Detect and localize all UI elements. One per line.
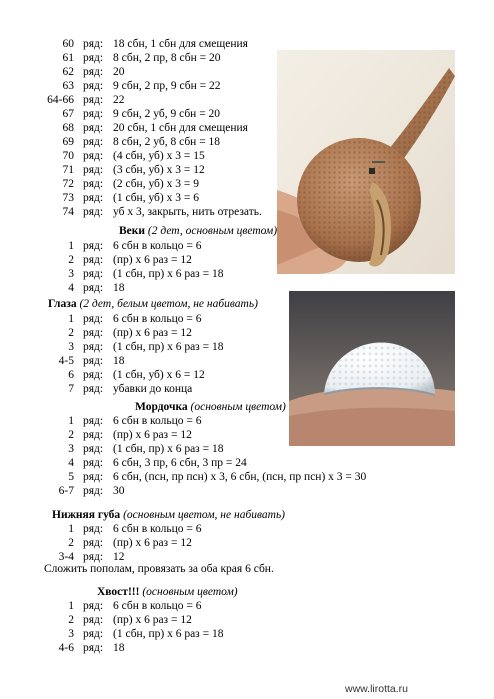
- row-label: ряд:: [83, 108, 104, 120]
- section-title: Хвост!!!: [97, 586, 140, 598]
- row-instruction: 30: [113, 485, 125, 497]
- row-label: ряд:: [83, 206, 104, 218]
- row-label: ряд:: [83, 178, 104, 190]
- row-number: 3: [68, 268, 74, 280]
- row-label: ряд:: [83, 443, 104, 455]
- row-label: ряд:: [83, 642, 104, 654]
- section-subtitle: (основным цветом): [142, 586, 238, 598]
- row-label: ряд:: [83, 150, 104, 162]
- photo-crochet-eye: [289, 291, 455, 446]
- row-number: 70: [62, 150, 74, 162]
- row-label: ряд:: [83, 240, 104, 252]
- row-instruction: 22: [113, 94, 125, 106]
- row-number: 6-7: [58, 485, 74, 497]
- row-instruction: (пр) х 6 раз = 12: [113, 327, 192, 339]
- row-number: 3-4: [58, 551, 74, 563]
- row-number: 63: [62, 80, 74, 92]
- row-instruction: 18: [113, 642, 125, 654]
- photo-crochet-eye-svg: [289, 291, 455, 446]
- row-number: 3: [68, 341, 74, 353]
- row-instruction: 12: [113, 551, 125, 563]
- row-number: 1: [68, 523, 74, 535]
- row-number: 62: [62, 66, 74, 78]
- row-label: ряд:: [83, 38, 104, 50]
- row-instruction: (2 сбн, уб) х 3 = 9: [113, 178, 199, 190]
- row-number: 74: [62, 206, 74, 218]
- row-number: 1: [68, 240, 74, 252]
- row-number: 73: [62, 192, 74, 204]
- row-instruction: 8 сбн, 2 пр, 8 сбн = 20: [113, 52, 221, 64]
- row-label: ряд:: [83, 313, 104, 325]
- row-label: ряд:: [83, 52, 104, 64]
- row-instruction: 6 сбн, 3 пр, 6 сбн, 3 пр = 24: [113, 457, 247, 469]
- row-number: 4-6: [58, 642, 74, 654]
- row-instruction: (1 сбн, пр) х 6 раз = 18: [113, 628, 224, 640]
- row-label: ряд:: [83, 268, 104, 280]
- row-instruction: (1 сбн, пр) х 6 раз = 18: [113, 268, 224, 280]
- row-instruction: 6 сбн в кольцо = 6: [113, 600, 202, 612]
- row-instruction: (4 сбн, уб) х 3 = 15: [113, 150, 205, 162]
- row-instruction: 20: [113, 66, 125, 78]
- section-heading-veki: [119, 225, 277, 238]
- row-instruction: 20 сбн, 1 сбн для смещения: [113, 122, 248, 134]
- row-label: ряд:: [83, 164, 104, 176]
- section-title: Глаза: [48, 298, 77, 310]
- row-instruction: 9 сбн, 2 уб, 9 сбн = 20: [113, 108, 221, 120]
- row-instruction: 18 сбн, 1 сбн для смещения: [113, 38, 248, 50]
- row-label: ряд:: [83, 551, 104, 563]
- row-label: ряд:: [83, 600, 104, 612]
- guba-note: Сложить пополам, провязать за оба края 6 сбн.: [44, 563, 274, 575]
- row-instruction: 9 сбн, 2 пр, 9 сбн = 22: [113, 80, 221, 92]
- row-number: 2: [68, 254, 74, 266]
- row-instruction: 18: [113, 282, 125, 294]
- row-label: ряд:: [83, 327, 104, 339]
- row-label: ряд:: [83, 471, 104, 483]
- row-label: ряд:: [83, 355, 104, 367]
- section-heading-mordochka: [135, 401, 286, 414]
- row-label: ряд:: [83, 254, 104, 266]
- row-number: 1: [68, 415, 74, 427]
- row-instruction: (1 сбн, пр) х 6 раз = 18: [113, 443, 224, 455]
- row-label: ряд:: [83, 457, 104, 469]
- photo-crochet-head-svg: [277, 50, 455, 274]
- section-title: Нижняя губа: [52, 509, 121, 521]
- row-number: 4: [68, 457, 74, 469]
- row-instruction: 8 сбн, 2 уб, 8 сбн = 18: [113, 136, 221, 148]
- row-number: 2: [68, 537, 74, 549]
- photo-crochet-head: [277, 50, 455, 274]
- site-watermark: www.lirotta.ru: [345, 683, 409, 695]
- row-label: ряд:: [83, 628, 104, 640]
- section-subtitle: (основным цветом, не набивать): [123, 509, 286, 521]
- row-instruction: 6 сбн в кольцо = 6: [113, 523, 202, 535]
- row-instruction: убавки до конца: [113, 383, 193, 395]
- row-instruction: 18: [113, 355, 125, 367]
- row-number: 2: [68, 614, 74, 626]
- row-instruction: 6 сбн в кольцо = 6: [113, 313, 202, 325]
- row-label: ряд:: [83, 383, 104, 395]
- row-label: ряд:: [83, 80, 104, 92]
- row-number: 3: [68, 443, 74, 455]
- row-number: 71: [62, 164, 74, 176]
- row-instruction: (1 сбн, уб) х 6 = 12: [113, 369, 205, 381]
- row-number: 1: [68, 600, 74, 612]
- row-instruction: 6 сбн, (псн, пр псн) х 3, 6 сбн, (псн, пр псн) х 3 = 30: [113, 471, 367, 483]
- row-number: 1: [68, 313, 74, 325]
- row-instruction: (3 сбн, уб) х 3 = 12: [113, 164, 205, 176]
- section-subtitle: (2 дет, основным цветом): [147, 225, 278, 237]
- row-number: 2: [68, 429, 74, 441]
- row-instruction: 6 сбн в кольцо = 6: [113, 240, 202, 252]
- row-number: 2: [68, 327, 74, 339]
- row-label: ряд:: [83, 415, 104, 427]
- row-label: ряд:: [83, 341, 104, 353]
- row-number: 69: [62, 136, 74, 148]
- row-instruction: (пр) х 6 раз = 12: [113, 254, 192, 266]
- row-number: 5: [68, 471, 74, 483]
- row-label: ряд:: [83, 523, 104, 535]
- row-label: ряд:: [83, 122, 104, 134]
- row-label: ряд:: [83, 192, 104, 204]
- row-instruction: (1 сбн, пр) х 6 раз = 18: [113, 341, 224, 353]
- section-title: Веки: [119, 225, 146, 237]
- row-number: 60: [62, 38, 74, 50]
- section-heading-hvost: [97, 586, 238, 599]
- row-instruction: 6 сбн в кольцо = 6: [113, 415, 202, 427]
- row-instruction: (пр) х 6 раз = 12: [113, 537, 192, 549]
- section-subtitle: (основным цветом): [190, 401, 286, 413]
- row-number: 61: [62, 52, 74, 64]
- row-number: 3: [68, 628, 74, 640]
- row-instruction: (1 сбн, уб) х 3 = 6: [113, 192, 199, 204]
- row-number: 68: [62, 122, 74, 134]
- row-number: 64-66: [47, 94, 74, 106]
- section-title: Мордочка: [135, 401, 188, 413]
- row-label: ряд:: [83, 66, 104, 78]
- row-number: 67: [62, 108, 74, 120]
- row-label: ряд:: [83, 485, 104, 497]
- row-label: ряд:: [83, 369, 104, 381]
- row-number: 6: [68, 369, 74, 381]
- row-label: ряд:: [83, 94, 104, 106]
- section-subtitle: (2 дет, белым цветом, не набивать): [79, 298, 258, 310]
- section-heading-glaza: [48, 298, 258, 311]
- row-instruction: (пр) х 6 раз = 12: [113, 614, 192, 626]
- row-number: 4-5: [58, 355, 74, 367]
- row-number: 72: [62, 178, 74, 190]
- row-instruction: (пр) х 6 раз = 12: [113, 429, 192, 441]
- row-label: ряд:: [83, 429, 104, 441]
- section-heading-guba: [52, 509, 285, 522]
- row-label: ряд:: [83, 282, 104, 294]
- row-label: ряд:: [83, 614, 104, 626]
- row-number: 4: [68, 282, 74, 294]
- row-label: ряд:: [83, 537, 104, 549]
- row-instruction: уб х 3, закрыть, нить отрезать.: [113, 206, 262, 218]
- row-label: ряд:: [83, 136, 104, 148]
- row-number: 7: [68, 383, 74, 395]
